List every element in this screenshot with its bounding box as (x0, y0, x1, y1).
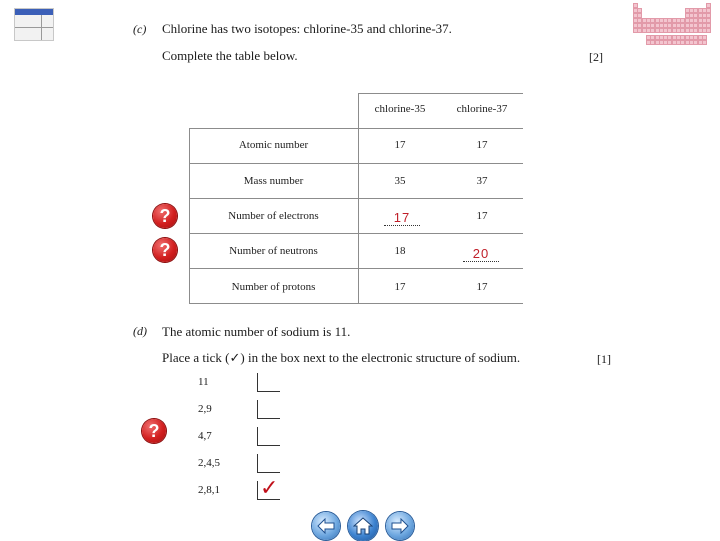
periodic-table-icon[interactable] (633, 3, 711, 45)
part-d-instruction: Place a tick (✓) in the box next to the electronic structure of sodium. (162, 350, 521, 365)
tick-box-option-1[interactable] (257, 373, 280, 392)
option-label: 4,7 (198, 430, 212, 442)
table-row-border (189, 163, 523, 164)
cell-mass-number-cl35: 35 (394, 175, 406, 187)
arrow-right-icon (391, 518, 409, 534)
header-chlorine-35: chlorine-35 (374, 103, 426, 115)
option-label: 2,9 (198, 403, 212, 415)
answer-electrons-cl35: 17 (384, 210, 420, 226)
tick-mark-icon: ✓ (260, 476, 279, 501)
home-icon (353, 517, 373, 535)
option-label: 2,4,5 (198, 457, 220, 469)
help-button-sodium[interactable]: ? (142, 419, 166, 443)
cell-atomic-number-cl35: 17 (394, 139, 406, 151)
tick-box-option-4[interactable] (257, 454, 280, 473)
isotope-table (189, 93, 523, 304)
part-d-label: (d) (133, 324, 147, 338)
table-icon-header (15, 9, 53, 15)
table-bottom-border (189, 303, 523, 304)
table-top-border (358, 93, 523, 94)
table-column-divider (358, 93, 359, 304)
table-icon-row-line (15, 27, 53, 28)
part-c-instruction: Complete the table below. (162, 48, 298, 63)
part-d-question: The atomic number of sodium is 11. (162, 324, 351, 339)
cell-atomic-number-cl37: 17 (476, 139, 488, 151)
row-label-atomic-number: Atomic number (238, 139, 309, 151)
cell-protons-cl37: 17 (476, 281, 488, 293)
row-label-electrons: Number of electrons (228, 210, 319, 222)
table-row-border (189, 268, 523, 269)
periodic-cell (702, 40, 707, 45)
part-c-marks: [2] (589, 50, 603, 64)
cell-electrons-cl37: 17 (476, 210, 488, 222)
table-row-border (189, 198, 523, 199)
part-c-label: (c) (133, 22, 147, 36)
home-button[interactable] (348, 511, 378, 541)
cell-protons-cl35: 17 (394, 281, 406, 293)
forward-button[interactable] (386, 512, 414, 540)
periodic-cell (706, 28, 711, 33)
answer-neutrons-cl37: 20 (463, 246, 499, 262)
table-header-border (189, 128, 523, 129)
row-label-neutrons: Number of neutrons (229, 245, 318, 257)
cell-mass-number-cl37: 37 (476, 175, 488, 187)
option-label: 2,8,1 (198, 484, 220, 496)
row-label-mass-number: Mass number (243, 175, 304, 187)
tick-box-option-3[interactable] (257, 427, 280, 446)
back-button[interactable] (312, 512, 340, 540)
option-label: 11 (198, 376, 209, 388)
tick-box-option-2[interactable] (257, 400, 280, 419)
table-icon-column-line (41, 15, 42, 40)
part-c-question: Chlorine has two isotopes: chlorine-35 and chlorine-37. (162, 21, 452, 36)
table-icon[interactable] (14, 8, 54, 41)
help-button-electrons[interactable]: ? (153, 204, 177, 228)
header-chlorine-37: chlorine-37 (456, 103, 508, 115)
help-button-neutrons[interactable]: ? (153, 238, 177, 262)
arrow-left-icon (317, 518, 335, 534)
row-label-protons: Number of protons (231, 281, 316, 293)
cell-neutrons-cl35: 18 (394, 245, 406, 257)
part-d-marks: [1] (597, 352, 611, 366)
table-row-border (189, 233, 523, 234)
